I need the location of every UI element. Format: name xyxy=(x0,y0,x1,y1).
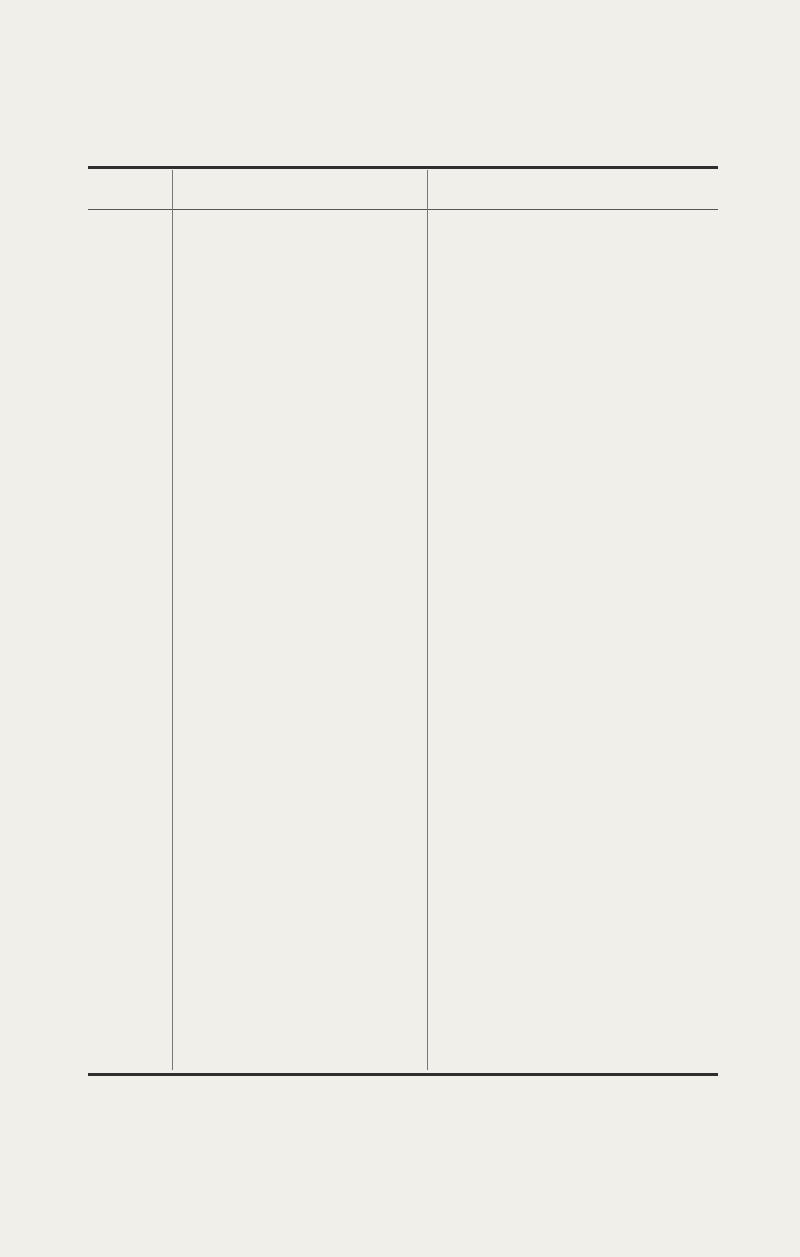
table-bottom-rule xyxy=(88,1073,718,1076)
table-top-rule xyxy=(88,166,718,169)
column-divider xyxy=(427,170,428,1070)
column-divider xyxy=(172,170,173,1070)
header-rule xyxy=(88,209,718,210)
